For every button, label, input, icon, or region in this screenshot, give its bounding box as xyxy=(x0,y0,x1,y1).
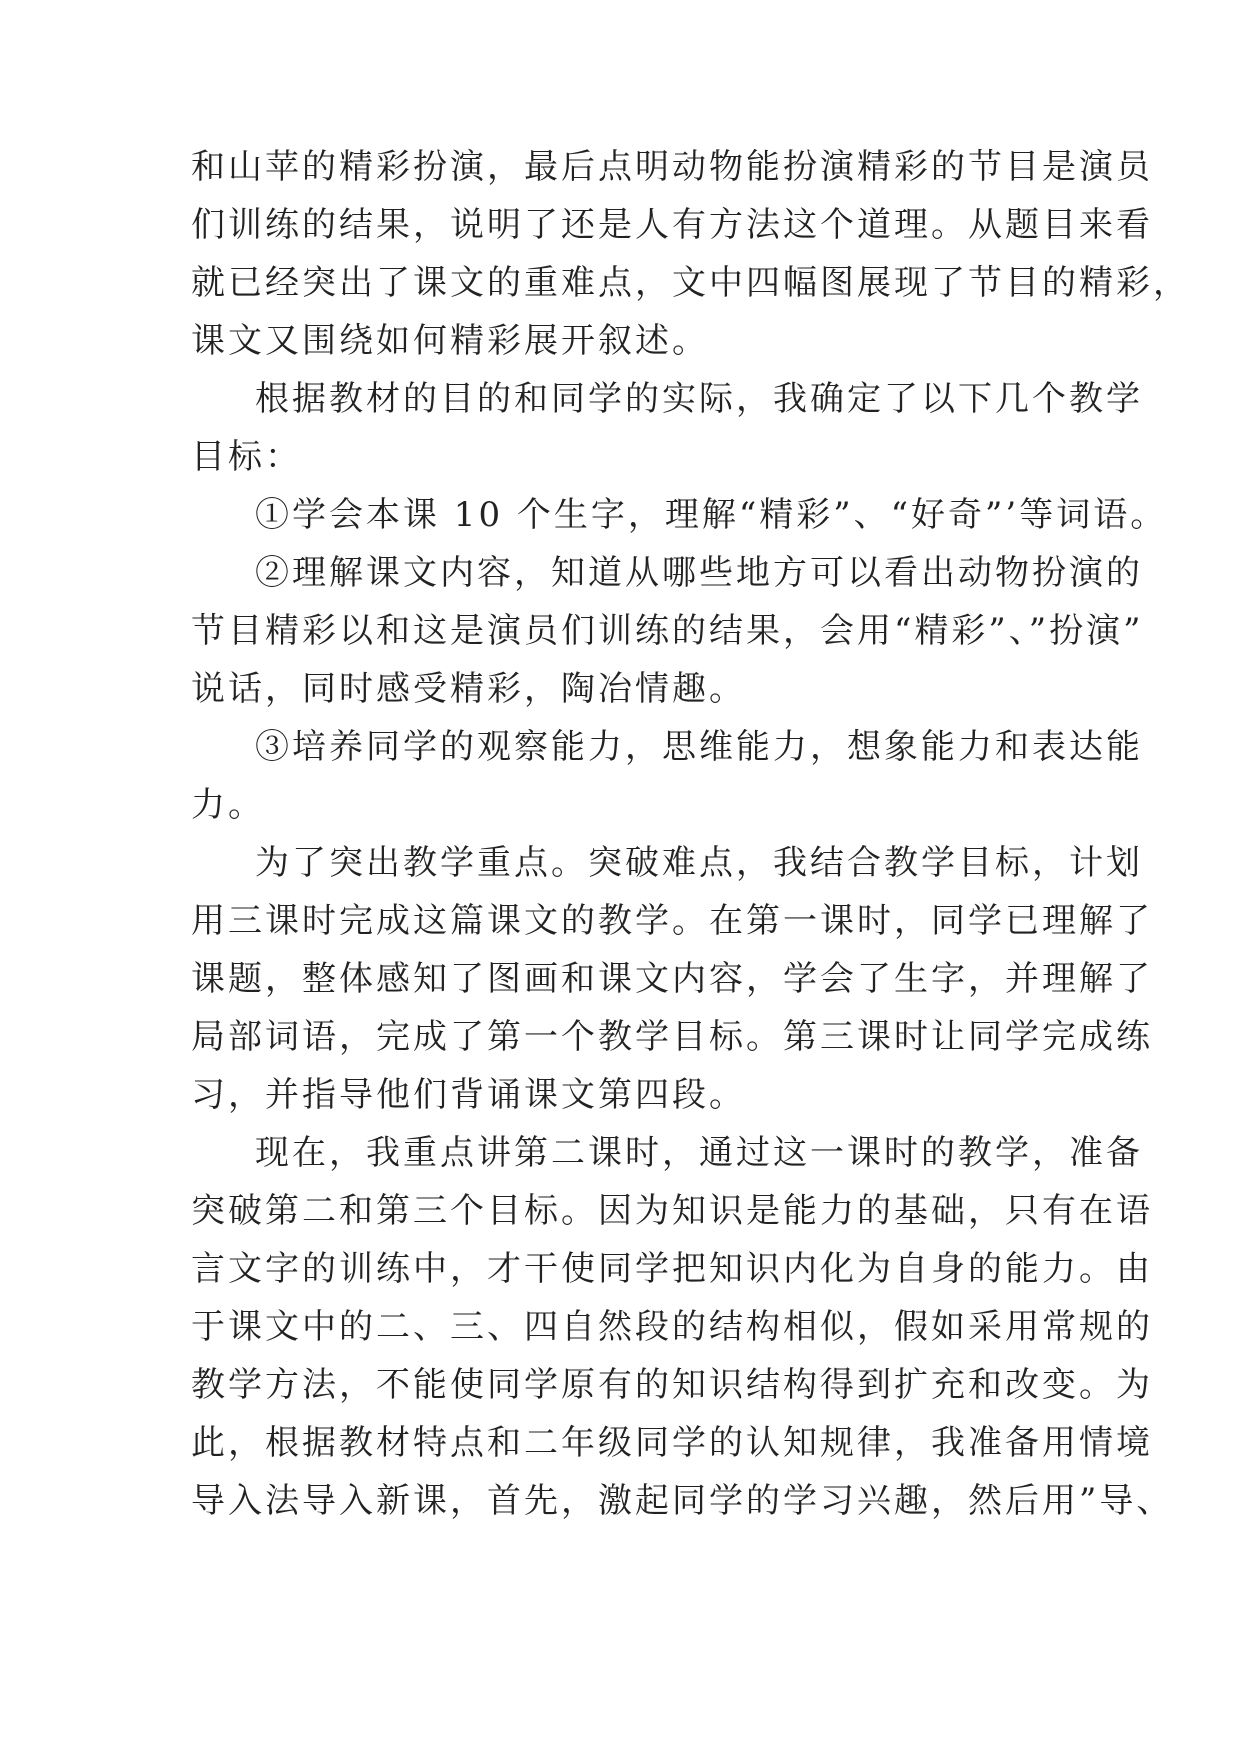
text-line: 导入法导入新课，首先，激起同学的学习兴趣，然后用”导、 xyxy=(191,1481,1174,1521)
text-line: 局部词语，完成了第一个教学目标。第三课时让同学完成练 xyxy=(191,1017,1153,1057)
text-line: 言文字的训练中，才干使同学把知识内化为自身的能力。由 xyxy=(191,1249,1153,1289)
text-line: 力。 xyxy=(191,785,265,825)
text-line: 为了突出教学重点。突破难点，我结合教学目标，计划 xyxy=(255,843,1143,883)
text-line: 习，并指导他们背诵课文第四段。 xyxy=(191,1075,746,1115)
text-line: 根据教材的目的和同学的实际，我确定了以下几个教学 xyxy=(255,379,1143,419)
text-line: 节目精彩以和这是演员们训练的结果，会用“精彩”、”扮演” xyxy=(191,611,1144,651)
text-line: 突破第二和第三个目标。因为知识是能力的基础，只有在语 xyxy=(191,1191,1153,1231)
text-line: 就已经突出了课文的重难点，文中四幅图展现了节目的精彩， xyxy=(191,263,1190,303)
text-line: 们训练的结果，说明了还是人有方法这个道理。从题目来看 xyxy=(191,205,1153,245)
text-line: 此，根据教材特点和二年级同学的认知规律，我准备用情境 xyxy=(191,1423,1153,1463)
text-line: 现在，我重点讲第二课时，通过这一课时的教学，准备 xyxy=(255,1133,1143,1173)
text-line: 于课文中的二、三、四自然段的结构相似，假如采用常规的 xyxy=(191,1307,1153,1347)
text-line: 课题，整体感知了图画和课文内容，学会了生字，并理解了 xyxy=(191,959,1153,999)
text-line: ①学会本课 10 个生字，理解“精彩”、“好奇”’等词语。 xyxy=(255,495,1168,535)
text-line: ③培养同学的观察能力，思维能力，想象能力和表达能 xyxy=(255,727,1143,767)
text-line: 目标： xyxy=(191,437,302,477)
text-line: 教学方法，不能使同学原有的知识结构得到扩充和改变。为 xyxy=(191,1365,1153,1405)
text-line: 用三课时完成这篇课文的教学。在第一课时，同学已理解了 xyxy=(191,901,1153,941)
text-line: ②理解课文内容，知道从哪些地方可以看出动物扮演的 xyxy=(255,553,1143,593)
text-line: 课文又围绕如何精彩展开叙述。 xyxy=(191,321,709,361)
text-line: 和山苹的精彩扮演，最后点明动物能扮演精彩的节目是演员 xyxy=(191,147,1153,187)
text-line: 说话，同时感受精彩，陶冶情趣。 xyxy=(191,669,746,709)
